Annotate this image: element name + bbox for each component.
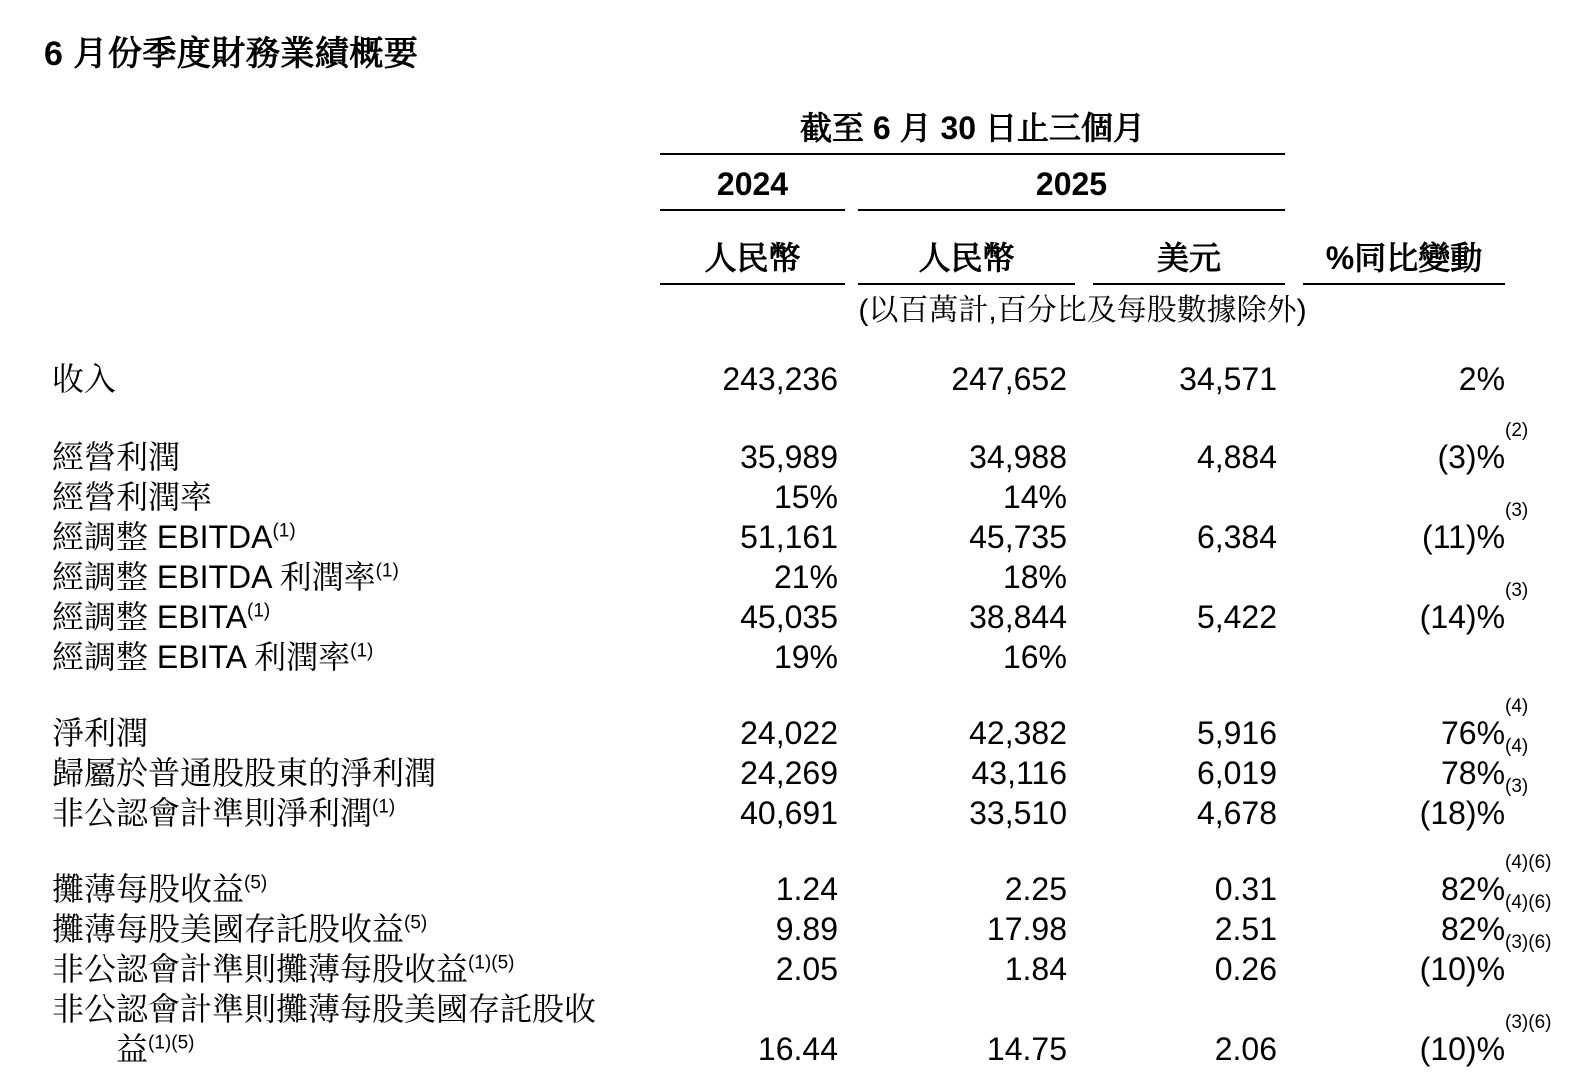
spacer-row bbox=[52, 329, 1505, 359]
table-row-operating-income bbox=[52, 437, 1505, 477]
table-row-revenue bbox=[52, 359, 1505, 399]
col-rmb-2025-underline bbox=[858, 241, 1075, 285]
value-2025-rmb: 34,988 bbox=[969, 439, 1067, 475]
value-usd: 5,916 bbox=[1196, 715, 1278, 751]
value-2024: 51,161 bbox=[740, 519, 838, 555]
label-footnote: (1)(5) bbox=[148, 1032, 195, 1054]
label-footnote: (5) bbox=[244, 872, 268, 894]
value-yoy: (10)% (3)(6) bbox=[1419, 932, 1552, 987]
year-2025-label: 2025 bbox=[1035, 165, 1108, 202]
value-2025-rmb: 14.75 bbox=[986, 1031, 1067, 1067]
label-footnote: (1) bbox=[372, 796, 396, 818]
col-header-rmb-2024 bbox=[660, 211, 845, 285]
label-footnote: (1) bbox=[375, 560, 399, 582]
period-header-label: 截至 6 月 30 日止三個月 bbox=[800, 109, 1145, 146]
value-usd: 0.31 bbox=[1214, 871, 1278, 907]
row-label: 非公認會計準則攤薄每股美國存託股收 益$^{(1)(5)}$ bbox=[52, 991, 597, 1067]
table-row-operating-margin bbox=[52, 477, 1505, 517]
value-2024: 9.89 bbox=[775, 911, 838, 947]
value-2024: 45,035 bbox=[740, 599, 838, 635]
period-header-row bbox=[52, 105, 1505, 155]
row-label: 經營利潤 bbox=[52, 439, 181, 475]
spacer-row bbox=[52, 399, 1505, 437]
year-2024-label: 2024 bbox=[716, 165, 789, 202]
value-usd bbox=[1075, 557, 1285, 597]
spacer-row bbox=[52, 833, 1505, 869]
empty-cell bbox=[1285, 105, 1505, 155]
empty-cell bbox=[52, 105, 660, 155]
period-underline bbox=[660, 111, 1285, 155]
value-2025-rmb: 17.98 bbox=[986, 911, 1067, 947]
value-usd: 0.26 bbox=[1214, 951, 1278, 987]
col-usd-underline bbox=[1093, 241, 1285, 285]
value-2024: 21% bbox=[773, 559, 838, 595]
value-2024: 2.05 bbox=[775, 951, 838, 987]
row-label: 歸屬於普通股股東的淨利潤 bbox=[52, 755, 437, 791]
value-2025-rmb: 247,652 bbox=[951, 361, 1067, 397]
column-header-row bbox=[52, 211, 1505, 285]
value-2025-rmb: 16% bbox=[1002, 639, 1067, 675]
value-yoy: (14)% (3) bbox=[1419, 580, 1529, 635]
row-label: 經營利潤率 bbox=[52, 479, 213, 515]
period-header-cell bbox=[660, 105, 1285, 155]
table-row-diluted-eps-ads bbox=[52, 909, 1505, 949]
row-label: 攤薄每股美國存託股收益$^{(5)}$ bbox=[52, 911, 428, 947]
value-yoy bbox=[1285, 637, 1505, 677]
value-usd: 2.51 bbox=[1214, 911, 1278, 947]
col-rmb-2024-underline bbox=[660, 241, 845, 285]
row-label: 淨利潤 bbox=[52, 715, 149, 751]
empty-cell bbox=[1285, 155, 1505, 211]
label-footnote: (1)(5) bbox=[468, 952, 515, 974]
value-2025-rmb: 14% bbox=[1002, 479, 1067, 515]
table-row-adjusted-ebita bbox=[52, 597, 1505, 637]
value-usd bbox=[1075, 477, 1285, 517]
value-yoy bbox=[1285, 557, 1505, 597]
value-yoy: 2% bbox=[1458, 361, 1506, 397]
table-row-non-gaap-net-income bbox=[52, 793, 1505, 833]
value-usd bbox=[1075, 637, 1285, 677]
table-row-adjusted-ebitda bbox=[52, 517, 1505, 557]
empty-cell bbox=[52, 155, 660, 211]
unit-note: (以百萬計,百分比及每股數據除外) bbox=[858, 294, 1307, 327]
col-yoy-label: %同比變動 bbox=[1325, 239, 1483, 276]
row-label: 經調整 EBITDA$^{(1)}$ bbox=[52, 519, 296, 555]
row-label: 經調整 EBITA$^{(1)}$ bbox=[52, 599, 271, 635]
year-2025-underline bbox=[858, 167, 1285, 211]
year-2024-cell bbox=[660, 155, 845, 211]
col-header-usd bbox=[1075, 211, 1285, 285]
col-header-yoy bbox=[1285, 211, 1505, 285]
value-usd: 6,019 bbox=[1196, 755, 1278, 791]
col-rmb-2025-label: 人民幣 bbox=[918, 239, 1015, 276]
table-row-non-gaap-diluted-eps-ads bbox=[52, 989, 1505, 1069]
col-usd-label: 美元 bbox=[1157, 239, 1222, 276]
page-title: 6 月份季度財務業績概要 bbox=[44, 35, 419, 73]
row-label: 經調整 EBITDA 利潤率$^{(1)}$ bbox=[52, 559, 399, 595]
value-2024: 24,022 bbox=[740, 715, 838, 751]
label-footnote: (1) bbox=[247, 600, 271, 622]
label-footnote: (1) bbox=[350, 640, 374, 662]
value-yoy: 82% (4)(6) bbox=[1440, 852, 1552, 907]
empty-cell bbox=[52, 285, 660, 329]
value-usd: 5,422 bbox=[1196, 599, 1278, 635]
label-footnote: (5) bbox=[404, 912, 428, 934]
value-2025-rmb: 18% bbox=[1002, 559, 1067, 595]
value-2024: 16.44 bbox=[757, 1031, 838, 1067]
row-label: 非公認會計準則淨利潤$^{(1)}$ bbox=[52, 795, 396, 831]
value-usd: 34,571 bbox=[1179, 361, 1278, 397]
col-rmb-2024-label: 人民幣 bbox=[704, 239, 801, 276]
value-2025-rmb: 43,116 bbox=[971, 755, 1067, 791]
table-row-adjusted-ebitda-margin bbox=[52, 557, 1505, 597]
value-yoy: (3)% (2) bbox=[1437, 420, 1529, 475]
value-2024: 19% bbox=[773, 639, 838, 675]
value-2024: 35,989 bbox=[740, 439, 838, 475]
value-2025-rmb: 38,844 bbox=[969, 599, 1067, 635]
row-label: 攤薄每股收益$^{(5)}$ bbox=[52, 871, 268, 907]
value-usd: 2.06 bbox=[1214, 1031, 1278, 1067]
value-usd: 4,884 bbox=[1196, 439, 1278, 475]
value-yoy bbox=[1285, 477, 1505, 517]
col-header-rmb-2025 bbox=[845, 211, 1075, 285]
spacer-row bbox=[52, 677, 1505, 713]
value-yoy: (18)% (3) bbox=[1419, 776, 1529, 831]
value-2025-rmb: 33,510 bbox=[969, 795, 1067, 831]
table-row-non-gaap-diluted-eps bbox=[52, 949, 1505, 989]
value-2025-rmb: 42,382 bbox=[969, 715, 1067, 751]
unit-note-row bbox=[52, 285, 1505, 329]
value-usd: 4,678 bbox=[1196, 795, 1278, 831]
table-row-net-income-to-shareholders bbox=[52, 753, 1505, 793]
year-2025-cell bbox=[845, 155, 1285, 211]
empty-cell bbox=[52, 211, 660, 285]
value-2024: 24,269 bbox=[740, 755, 838, 791]
year-header-row bbox=[52, 155, 1505, 211]
value-2025-rmb: 1.84 bbox=[1004, 951, 1067, 987]
financial-summary-table bbox=[52, 105, 1552, 1069]
label-footnote: (1) bbox=[272, 520, 296, 542]
row-label: 經調整 EBITA 利潤率$^{(1)}$ bbox=[52, 639, 374, 675]
value-yoy: 82% (4)(6) bbox=[1440, 892, 1552, 947]
value-2025-rmb: 45,735 bbox=[969, 519, 1067, 555]
value-2024: 243,236 bbox=[722, 361, 838, 397]
col-yoy-underline bbox=[1303, 241, 1505, 285]
unit-note-cell bbox=[660, 285, 1505, 329]
value-2025-rmb: 2.25 bbox=[1004, 871, 1067, 907]
value-yoy: (10)% (3)(6) bbox=[1419, 1012, 1552, 1067]
value-2024: 40,691 bbox=[740, 795, 838, 831]
year-2024-underline bbox=[660, 167, 845, 211]
row-label: 收入 bbox=[52, 361, 117, 397]
value-yoy: (11)% (3) bbox=[1422, 500, 1529, 555]
table-row-diluted-eps bbox=[52, 869, 1505, 909]
value-2024: 15% bbox=[773, 479, 838, 515]
table-row-net-income bbox=[52, 713, 1505, 753]
value-yoy: 78% (4) bbox=[1440, 736, 1529, 791]
table-row-adjusted-ebita-margin bbox=[52, 637, 1505, 677]
row-label: 非公認會計準則攤薄每股收益$^{(1)(5)}$ bbox=[52, 951, 515, 987]
value-2024: 1.24 bbox=[775, 871, 838, 907]
value-usd: 6,384 bbox=[1196, 519, 1278, 555]
value-yoy: 76% (4) bbox=[1440, 696, 1529, 751]
